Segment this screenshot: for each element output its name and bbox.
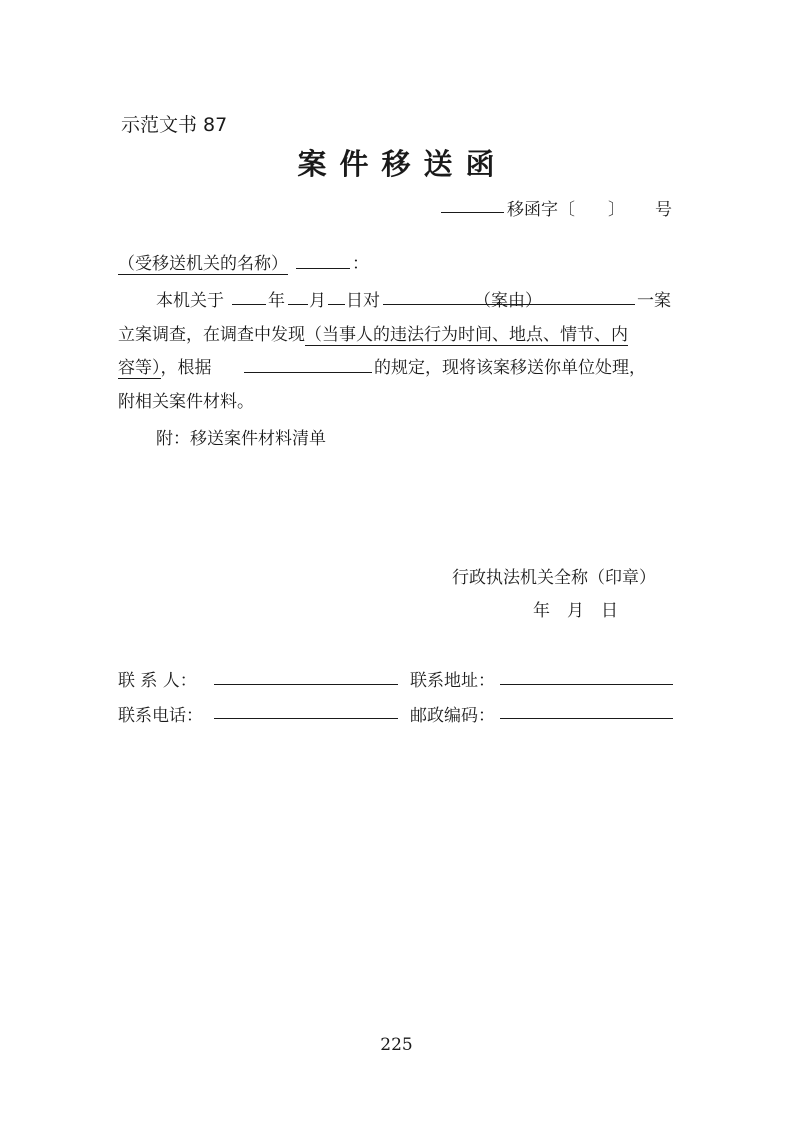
para-line4: 附相关案件材料。: [118, 392, 254, 412]
contact-address-field[interactable]: [500, 684, 673, 685]
doc-number-suffix: 号: [655, 200, 672, 220]
signing-date: 年 月 日: [533, 601, 618, 621]
contact-address-label: 联系地址：: [410, 671, 495, 691]
doc-number-label: 移函字〔: [507, 200, 575, 220]
legal-basis-blank: [244, 372, 372, 373]
one-case-text: 一案: [637, 291, 671, 311]
violation-placeholder-end: 容等）: [118, 358, 161, 378]
year-blank: [232, 304, 266, 305]
contact-phone-label: 联系电话：: [118, 706, 203, 726]
case-cause-placeholder: （案由）: [474, 291, 542, 311]
doc-number-bracket: 〕: [608, 200, 625, 220]
contact-person-field[interactable]: [214, 684, 398, 685]
recipient-colon: ：: [352, 254, 369, 274]
document-label: 示范文书 87: [121, 114, 228, 136]
month-blank: [288, 304, 308, 305]
contact-person-label: 联 系 人：: [118, 671, 197, 691]
document-title: 案件移送函: [297, 147, 508, 181]
month-label: 月: [309, 291, 326, 311]
contact-phone-field[interactable]: [214, 718, 398, 719]
para-line2: 立案调查，在调查中发现（当事人的违法行为时间、地点、情节、内: [118, 325, 628, 345]
violation-placeholder: （当事人的违法行为时间、地点、情节、内: [305, 325, 628, 345]
signing-authority: 行政执法机关全称（印章）: [452, 568, 656, 588]
day-blank: [328, 304, 345, 305]
year-label: 年: [268, 291, 285, 311]
postal-code-label: 邮政编码：: [410, 706, 495, 726]
doc-number-blank: [441, 212, 504, 213]
page-number: 225: [380, 1035, 413, 1055]
para-line3-end: 的规定，现将该案移送你单位处理，: [374, 358, 646, 378]
recipient-placeholder: （受移送机关的名称）: [118, 254, 288, 274]
day-label: 日对: [346, 291, 380, 311]
para-line3-start: 容等），根据: [118, 358, 212, 378]
recipient-blank: [296, 268, 350, 269]
para-line1-start: 本机关于: [156, 291, 224, 311]
attachment-list: 附：移送案件材料清单: [156, 429, 326, 449]
postal-code-field[interactable]: [500, 718, 673, 719]
